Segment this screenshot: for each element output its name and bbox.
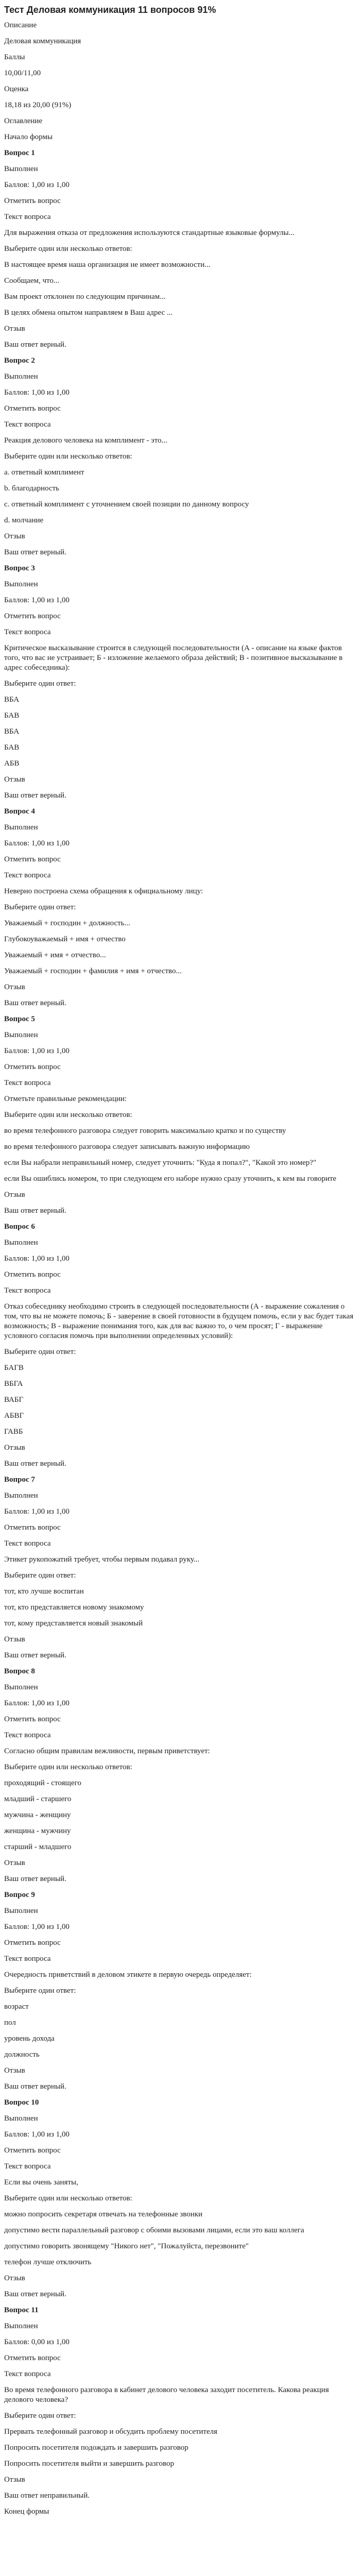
text-line: Очередность приветствий в деловом этикете в первую очередь определяет: (4, 1971, 252, 1979)
text-line: допустимо говорить звонящему "Никого нет", "Пожалуйста, перезвоните" (4, 2242, 249, 2250)
text-line: Ваш ответ верный. (4, 1651, 66, 1659)
text-line[interactable]: Отметить вопрос (4, 2354, 61, 2362)
text-line: АБВГ (4, 1412, 24, 1420)
text-line: Попросить посетителя выйти и завершить разговор (4, 2460, 174, 2468)
text-line: Баллов: 1,00 из 1,00 (4, 839, 70, 848)
text-line: АБВ (4, 759, 20, 768)
text-line: Отзыв (4, 983, 25, 991)
text-line: Ваш ответ верный. (4, 548, 66, 556)
text-line: Текст вопроса (4, 1731, 51, 1739)
text-line: Баллов: 1,00 из 1,00 (4, 181, 70, 189)
text-line: если Вы набрали неправильный номер, следует уточнить: "Куда я попал?", "Какой это номер?" (4, 1159, 317, 1167)
text-line: Выберите один или несколько ответов: (4, 1763, 132, 1771)
text-line: уровень дохода (4, 2035, 55, 2043)
text-line: Глубокоуважаемый + имя + отчество (4, 935, 126, 943)
text-line: пол (4, 2019, 16, 2027)
text-line: Баллов: 1,00 из 1,00 (4, 388, 70, 397)
text-line: если Вы ошиблись номером, то при следующем его наборе нужно сразу уточнить, к кем вы говорите (4, 1175, 337, 1183)
text-line: телефон лучше отключить (4, 2258, 92, 2266)
text-line: Попросить посетителя подождать и завершить разговор (4, 2444, 188, 2452)
text-line[interactable]: Отметить вопрос (4, 1523, 61, 1532)
text-line: Вопрос 1 (4, 149, 35, 157)
text-line: Текст вопроса (4, 2370, 51, 2378)
text-line: В настоящее время наша организация не имеет возможности... (4, 261, 211, 269)
text-line: тот, кому представляется новый знакомый (4, 1619, 143, 1628)
text-line: Баллов: 1,00 из 1,00 (4, 1699, 70, 1707)
text-line: Оглавление (4, 117, 43, 125)
text-line: Выполнен (4, 1239, 38, 1247)
text-line: БАГВ (4, 1364, 24, 1372)
text-line: Текст вопроса (4, 1955, 51, 1963)
text-line: Вопрос 3 (4, 564, 35, 572)
text-line: мужчина - женщину (4, 1811, 71, 1819)
text-line: Баллов: 1,00 из 1,00 (4, 2130, 70, 2139)
text-line: Отзыв (4, 1635, 25, 1643)
text-line: Вопрос 9 (4, 1891, 35, 1899)
text-line: Описание (4, 21, 37, 29)
text-line: Выберите один или несколько ответов: (4, 245, 132, 253)
text-line: Ваш ответ верный. (4, 1875, 66, 1883)
text-line[interactable]: Отметить вопрос (4, 612, 61, 620)
text-line: Выберите один или несколько ответов: (4, 452, 132, 461)
text-line: Ваш ответ верный. (4, 2290, 66, 2298)
text-line: Вопрос 5 (4, 1015, 35, 1023)
text-line: Выполнен (4, 372, 38, 381)
text-line: Баллы (4, 53, 25, 61)
text-line: Ваш ответ верный. (4, 791, 66, 800)
text-line: Выберите один ответ: (4, 1571, 76, 1580)
text-line: Конец формы (4, 2507, 49, 2516)
text-line: во время телефонного разговора следует говорить максимально кратко и по существу (4, 1127, 286, 1135)
text-line: Отзыв (4, 775, 25, 784)
text-line: ВБГА (4, 1380, 23, 1388)
text-line: старший - младшего (4, 1843, 72, 1851)
text-line: БАВ (4, 743, 20, 752)
text-line: Баллов: 1,00 из 1,00 (4, 1047, 70, 1055)
text-line: Выполнен (4, 1031, 38, 1039)
text-line: ВБА (4, 727, 20, 736)
text-line: Текст вопроса (4, 420, 51, 429)
text-line: Отзыв (4, 1444, 25, 1452)
text-line: Отзыв (4, 2066, 25, 2075)
text-line: Текст вопроса (4, 1286, 51, 1295)
text-line: допустимо вести параллельный разговор с обоими вызовами лицами, если это ваш коллега (4, 2226, 304, 2234)
text-line: тот, кто лучше воспитан (4, 1587, 84, 1596)
text-line: Ваш ответ верный. (4, 1207, 66, 1215)
text-line: Неверно построена схема обращения к официальному лицу: (4, 887, 203, 895)
text-line: Ваш ответ верный. (4, 341, 66, 349)
text-line: Выберите один ответ: (4, 680, 76, 688)
text-line: b. благодарность (4, 484, 59, 493)
text-line: Отзыв (4, 325, 25, 333)
text-line: Вопрос 2 (4, 357, 35, 365)
text-line: во время телефонного разговора следует записывать важную информацию (4, 1143, 250, 1151)
text-line: Начало формы (4, 133, 53, 141)
text-line: Критическое высказывание строится в следующей последовательности (А - описание на языке фактов того, что вас не устраивает; Б - изложение желаемого образа действий; В - позитивное высказывание в адрес собеседника): (4, 644, 345, 672)
text-line: Баллов: 0,00 из 1,00 (4, 2338, 70, 2346)
text-line[interactable]: Отметить вопрос (4, 855, 61, 863)
text-line: ГАВБ (4, 1428, 23, 1436)
text-line: Вопрос 6 (4, 1223, 35, 1231)
text-line: проходящий - стоящего (4, 1779, 81, 1787)
text-line: Текст вопроса (4, 213, 51, 221)
text-line: Выполнен (4, 2322, 38, 2330)
text-line: Вопрос 8 (4, 1667, 35, 1675)
page-title: Тест Деловая коммуникация 11 вопросов 91% (4, 5, 216, 15)
text-line: Выберите один или несколько ответов: (4, 2194, 132, 2202)
text-line: Вопрос 7 (4, 1476, 35, 1484)
text-line: можно попросить секретаря отвечать на телефонные звонки (4, 2210, 203, 2218)
text-line: Для выражения отказа от предложения используются стандартные языковые формулы... (4, 229, 295, 237)
text-line: Прервать телефонный разговор и обсудить проблему посетителя (4, 2428, 218, 2436)
text-line: Выполнен (4, 1683, 38, 1691)
text-line: Выберите один ответ: (4, 1348, 76, 1356)
text-line: Отказ собеседнику необходимо строить в следующей последовательности (А - выражение сожаления о том, что вы не можете помочь; Б - заверение в своей готовности в будущем помочь, если у вас будет такая возможность; В - выражение понимания того, как для вас важно то, о чем просят; Г - выражение условного согласия помочь при выполнении определенных условий): (4, 1302, 355, 1340)
text-line[interactable]: Отметить вопрос (4, 197, 61, 205)
text-line: Отзыв (4, 2476, 25, 2484)
text-line: Вам проект отклонен по следующим причинам... (4, 293, 166, 301)
text-line: Текст вопроса (4, 1079, 51, 1087)
text-line: 10,00/11,00 (4, 69, 41, 77)
text-line: женщина - мужчину (4, 1827, 71, 1835)
text-line: Согласно общим правилам вежливости, первым приветствует: (4, 1747, 210, 1755)
text-line: Баллов: 1,00 из 1,00 (4, 596, 70, 604)
text-line: Деловая коммуникация (4, 37, 81, 45)
text-line: младший - старшего (4, 1795, 72, 1803)
text-line: Ваш ответ неправильный. (4, 2492, 90, 2500)
text-line: Отметьте правильные рекомендации: (4, 1095, 127, 1103)
text-line: В целях обмена опытом направляем в Ваш адрес ... (4, 309, 173, 317)
text-line: Текст вопроса (4, 628, 51, 636)
text-line: Отзыв (4, 1191, 25, 1199)
text-line: 18,18 из 20,00 (91%) (4, 101, 72, 109)
text-line: тот, кто представляется новому знакомому (4, 1603, 144, 1612)
text-line: Этикет рукопожатий требует, чтобы первым подавал руку... (4, 1555, 200, 1564)
text-line: a. ответный комплимент (4, 468, 84, 477)
text-line: Ваш ответ верный. (4, 2082, 66, 2091)
text-line: Выполнен (4, 1492, 38, 1500)
text-line: Сообщаем, что... (4, 277, 60, 285)
text-line: Отзыв (4, 1859, 25, 1867)
text-line: БАВ (4, 711, 20, 720)
text-line: Вопрос 10 (4, 2098, 39, 2107)
text-line: Выберите один ответ: (4, 2412, 76, 2420)
text-line: должность (4, 2050, 40, 2059)
text-line: Текст вопроса (4, 1539, 51, 1548)
text-line: Отзыв (4, 532, 25, 540)
text-line: Текст вопроса (4, 871, 51, 879)
text-line: Если вы очень заняты, (4, 2178, 78, 2187)
text-line: Выберите один или несколько ответов: (4, 1111, 132, 1119)
text-line: Оценка (4, 85, 29, 93)
text-line: Вопрос 4 (4, 807, 35, 816)
text-line: Отзыв (4, 2274, 25, 2282)
text-line: Уважаемый + имя + отчество... (4, 951, 106, 959)
text-line: Уважаемый + господин + должность... (4, 919, 130, 927)
text-line: Текст вопроса (4, 2162, 51, 2171)
text-line: Вопрос 11 (4, 2306, 39, 2314)
text-line: Во время телефонного разговора в кабинет делового человека заходит посетитель. Какова реакция делового человека? (4, 2386, 331, 2404)
document-body (4, 21, 357, 2517)
text-line: d. молчание (4, 516, 44, 524)
text-line: Баллов: 1,00 из 1,00 (4, 1255, 70, 1263)
text-line[interactable]: Отметить вопрос (4, 404, 61, 413)
text-line: ВАБГ (4, 1396, 24, 1404)
text-line: ВБА (4, 696, 20, 704)
text-line: c. ответный комплимент с уточнением своей позиции по данному вопросу (4, 500, 249, 509)
text-line[interactable]: Отметить вопрос (4, 1939, 61, 1947)
text-line: Баллов: 1,00 из 1,00 (4, 1507, 70, 1516)
text-line: Выполнен (4, 1907, 38, 1915)
text-line: Выполнен (4, 580, 38, 588)
text-line[interactable]: Отметить вопрос (4, 1063, 61, 1071)
text-line: Выберите один ответ: (4, 1987, 76, 1995)
text-line: Ваш ответ верный. (4, 1460, 66, 1468)
text-line: Выполнен (4, 2114, 38, 2123)
text-line: Выполнен (4, 165, 38, 173)
text-line: Выполнен (4, 823, 38, 832)
text-line[interactable]: Отметить вопрос (4, 1270, 61, 1279)
text-line: возраст (4, 2003, 29, 2011)
text-line[interactable]: Отметить вопрос (4, 2146, 61, 2155)
text-line: Выберите один ответ: (4, 903, 76, 911)
text-line[interactable]: Отметить вопрос (4, 1715, 61, 1723)
text-line: Баллов: 1,00 из 1,00 (4, 1923, 70, 1931)
text-line: Ваш ответ верный. (4, 999, 66, 1007)
text-line: Реакция делового человека на комплимент - это... (4, 436, 167, 445)
text-line: Уважаемый + господин + фамилия + имя + отчество... (4, 967, 182, 975)
